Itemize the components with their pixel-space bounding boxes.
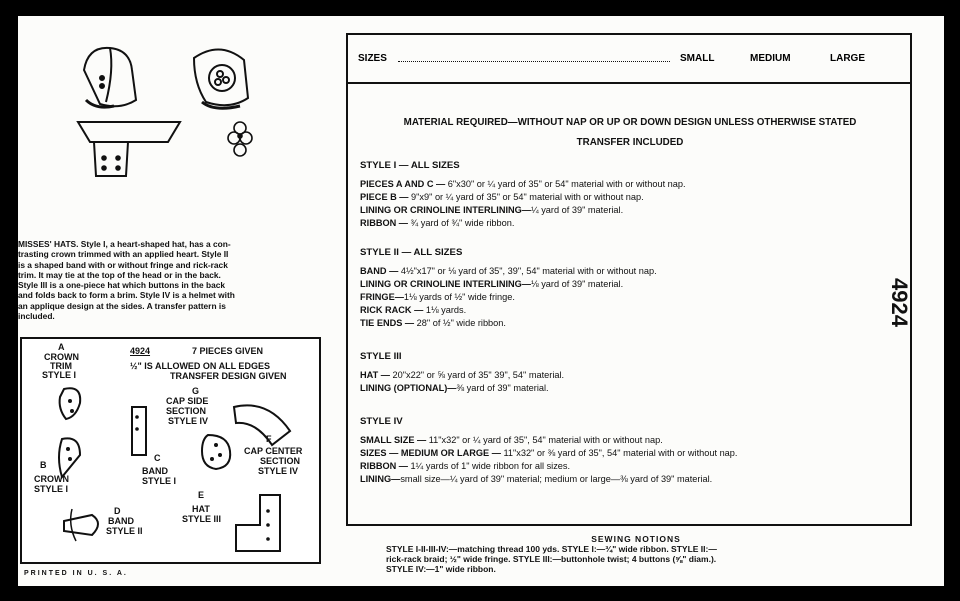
line-label: SMALL SIZE —: [360, 435, 427, 445]
style-iv-line: [360, 473, 900, 486]
piece-c-letter: C: [154, 453, 161, 463]
piece-a-shape: [60, 388, 81, 419]
style-ii-line: [360, 278, 900, 291]
line-text: 4½"x17" or ⅛ yard of 35", 39", 54" material with or without nap.: [398, 266, 657, 276]
line-text: ⅛ yard of 39" material.: [531, 279, 624, 289]
piece-a-style: STYLE I: [42, 370, 77, 380]
sizes-row: [348, 35, 910, 84]
transfer-design-label: TRANSFER DESIGN GIVEN: [170, 371, 287, 381]
line-label: BAND —: [360, 266, 399, 276]
piece-c-style: STYLE I: [142, 476, 177, 486]
line-text: 11"x32" or ¼ yard of 35", 54" material with or without nap.: [426, 435, 663, 445]
description-line: an applique design at the sides. A transfer pattern is: [18, 300, 226, 311]
style-i-title: STYLE I — ALL SIZES: [360, 160, 460, 171]
line-label: LINING (OPTIONAL)—: [360, 383, 457, 393]
style-iii-line: [360, 369, 900, 382]
line-text: ¾ yard of ¾" wide ribbon.: [407, 218, 515, 228]
material-requirements: [360, 113, 900, 486]
piece-g-shape: [202, 435, 230, 469]
line-text: ⅜ yard of 39" material.: [456, 383, 549, 393]
description-line: is a shaped band with or without fringe and rick-rack: [18, 259, 228, 270]
style-description: [18, 239, 330, 321]
piece-e-name: HAT: [192, 504, 210, 514]
line-label: LINING OR CRINOLINE INTERLINING—: [360, 205, 531, 215]
piece-g-name: CAP SIDE: [166, 396, 209, 406]
piece-g-section: SECTION: [166, 406, 207, 416]
piece-b-letter: B: [40, 460, 47, 470]
size-large: LARGE: [830, 53, 865, 64]
piece-c-shape: [132, 407, 146, 455]
style-iii-title: STYLE III: [360, 351, 402, 362]
piece-a-letter: A: [58, 342, 65, 352]
line-label: LINING—: [360, 474, 401, 484]
material-heading: MATERIAL REQUIRED—WITHOUT NAP OR UP OR DOWN DESIGN UNLESS OTHERWISE STATED: [403, 117, 857, 128]
line-text: 1⅛ yards.: [423, 305, 467, 315]
line-text: 11"x32" or ⅜ yard of 35", 54" material with or without nap.: [500, 448, 738, 458]
piece-e-style: STYLE III: [182, 514, 222, 524]
piece-d-style: STYLE II: [106, 526, 143, 536]
hat-style-ii-drawing: [78, 122, 180, 176]
style-i-line: [360, 217, 900, 230]
yardage-box: [346, 33, 912, 526]
notions-title: SEWING NOTIONS: [591, 534, 681, 544]
line-label: RICK RACK —: [360, 305, 424, 315]
size-medium: MEDIUM: [750, 53, 791, 64]
piece-c-name: BAND: [142, 466, 168, 476]
style-ii-title: STYLE II — ALL SIZES: [360, 247, 463, 258]
style-i-line: [360, 204, 900, 217]
pattern-pieces-chart: [20, 337, 321, 564]
description-line: included.: [18, 311, 55, 322]
piece-e-letter: E: [198, 490, 205, 500]
piece-f-shape: [234, 405, 290, 445]
piece-d-letter: D: [114, 506, 121, 516]
piece-f-section: SECTION: [260, 456, 301, 466]
hat-illustrations: [70, 40, 270, 190]
description-line: trim. It may tie at the top of the head or in the back.: [18, 269, 221, 280]
description-line: and folds back to form a brim. Style IV is a helmet with: [18, 290, 235, 301]
style-ii-line: [360, 304, 900, 317]
pattern-number-vertical: 4924: [887, 278, 912, 327]
printed-in-usa: PRINTED IN U. S. A.: [24, 570, 128, 577]
line-label: PIECE B —: [360, 192, 409, 202]
line-label: LINING OR CRINOLINE INTERLINING—: [360, 279, 531, 289]
line-text: 20"x22" or ⅝ yard of 35" 39", 54" material.: [389, 370, 565, 380]
piece-b-style: STYLE I: [34, 484, 69, 494]
notions-line: STYLE I-II-III-IV:—matching thread 100 yds. STYLE I:—¾" wide ribbon. STYLE II:—: [386, 544, 717, 554]
style-i-line: [360, 178, 900, 191]
style-iv-line: [360, 447, 900, 460]
description-line: MISSES' HATS. Style I, a heart-shaped hat, has a con-: [18, 239, 231, 249]
line-text: 1¼ yards of 1" wide ribbon for all sizes.: [407, 461, 571, 471]
style-ii-line: [360, 265, 900, 278]
piece-a-trim: TRIM: [50, 361, 72, 371]
notions-line: STYLE IV:—1" wide ribbon.: [386, 564, 496, 574]
sewing-notions: [386, 534, 886, 574]
notions-line: rick-rack braid; ½" wide fringe. STYLE III:—buttonhole twist; 4 buttons (⅝" diam.).: [386, 554, 717, 564]
dotted-leader: [398, 61, 670, 62]
chart-pattern-number: 4924: [130, 346, 151, 356]
style-iii-line: [360, 382, 900, 395]
piece-d-shape: [64, 515, 98, 535]
piece-a-name: CROWN: [44, 352, 79, 362]
piece-d-name: BAND: [108, 516, 134, 526]
description-line: Style III is a one-piece hat which buttons in the back: [18, 280, 226, 291]
applique-flowers-drawing: [228, 122, 252, 156]
line-label: SIZES — MEDIUM OR LARGE —: [360, 448, 501, 458]
piece-f-style: STYLE IV: [258, 466, 299, 476]
size-small: SMALL: [680, 53, 715, 64]
sizes-label: SIZES: [358, 53, 387, 64]
style-i-line: [360, 191, 900, 204]
style-iv-title: STYLE IV: [360, 416, 403, 427]
line-text: 28" of ½" wide ribbon.: [414, 318, 506, 328]
style-iv-line: [360, 460, 900, 473]
piece-f-name: CAP CENTER: [244, 446, 303, 456]
hat-style-i-drawing: [84, 48, 136, 107]
hat-style-iv-drawing: [194, 49, 248, 108]
line-text: ¼ yard of 39" material.: [531, 205, 624, 215]
line-label: RIBBON —: [360, 218, 408, 228]
seam-allowance-label: ½" IS ALLOWED ON ALL EDGES: [130, 361, 270, 371]
piece-e-shape: [236, 495, 280, 551]
description-line: trasting crown trimmed with an applied heart. Style II: [18, 249, 229, 260]
line-label: TIE ENDS —: [360, 318, 415, 328]
piece-g-letter: G: [192, 386, 200, 396]
pieces-given-label: 7 PIECES GIVEN: [192, 346, 264, 356]
line-label: PIECES A AND C —: [360, 179, 446, 189]
style-iv-line: [360, 434, 900, 447]
line-text: 9"x9" or ¼ yard of 35" or 54" material with or without nap.: [408, 192, 644, 202]
line-label: FRINGE—: [360, 292, 404, 302]
style-ii-line: [360, 317, 900, 330]
piece-g-style: STYLE IV: [168, 416, 209, 426]
line-text: small size—¼ yard of 39" material; medium or large—⅜ yard of 39" material.: [400, 474, 713, 484]
line-text: 6"x30" or ¼ yard of 35" or 54" material with or without nap.: [445, 179, 686, 189]
piece-b-name: CROWN: [34, 474, 69, 484]
line-text: 1⅛ yards of ½" wide fringe.: [403, 292, 515, 302]
style-ii-line: [360, 291, 900, 304]
transfer-included: TRANSFER INCLUDED: [576, 137, 684, 148]
line-label: HAT —: [360, 370, 390, 380]
line-label: RIBBON —: [360, 461, 408, 471]
piece-f-letter: F: [266, 434, 272, 444]
